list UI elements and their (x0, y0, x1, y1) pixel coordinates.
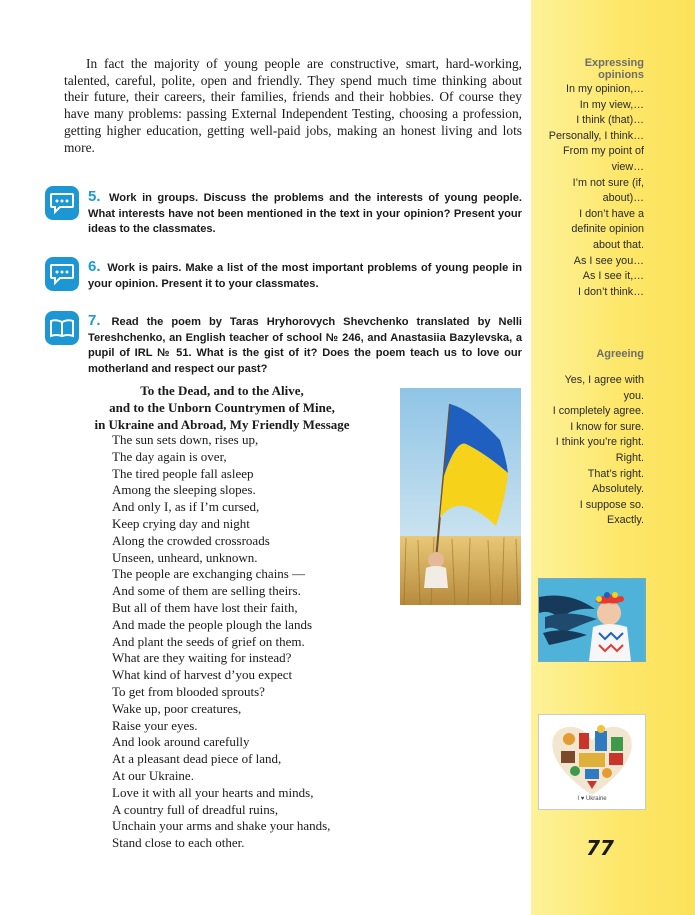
poem-line: Among the sleeping slopes. (112, 482, 256, 498)
intro-paragraph: In fact the majority of young people are constructive, smart, hard-working, talented, careful, polite, open and friendly. They spend much time thinking about their future, their careers, their families, friends and their hobbies. Of course they have many problems: passing External Independent Testing, choosing a profession, getting higher education, getting well-paid jobs, making an honest living and lots more. (64, 56, 522, 155)
expressing-opinion-phrase: I’m not sure (if, (572, 176, 644, 189)
poem-line: And made the people plough the lands (112, 616, 313, 632)
task-text: Work is pairs. Make a list of the most important problems of young people in your opinion. Present it to your classmates. (88, 262, 522, 290)
expressing-opinion-phrase: In my view,… (579, 98, 644, 111)
expressing-opinion-phrase: I don’t think… (577, 285, 644, 298)
expressing-opinion-phrase: I think (that)… (576, 114, 644, 127)
task-number: 6. (88, 258, 101, 275)
agreeing-list (536, 373, 644, 529)
poem-line: And only I, as if I’m cursed, (112, 499, 260, 515)
poem-line: Keep crying day and night (112, 515, 250, 531)
expressing-opinions-list (536, 82, 644, 300)
poem-line: Love it with all your hearts and minds, (112, 784, 314, 800)
agreeing-phrase: I suppose so. (579, 498, 644, 511)
task-number: 7. (88, 312, 101, 329)
task-number: 5. (88, 188, 101, 205)
poem-title-line: in Ukraine and Abroad, My Friendly Message (94, 417, 350, 432)
agreeing-phrase: Exactly. (607, 514, 644, 527)
poem-line: Stand close to each other. (112, 835, 245, 851)
expressing-opinion-phrase: Personally, I think… (548, 129, 644, 142)
poem-line: What kind of harvest d’you expect (112, 667, 293, 683)
flag-wheat-field-photo (400, 388, 521, 605)
heart-caption: I ♥ Ukraine (577, 796, 607, 802)
expressing-opinion-phrase: view… (611, 160, 644, 173)
speech-bubble-icon (45, 186, 79, 220)
expressing-opinion-phrase: From my point of (563, 145, 644, 158)
agreeing-heading: Agreeing (596, 348, 644, 360)
poem-line: At a pleasant dead piece of land, (112, 751, 282, 767)
open-book-icon (45, 311, 79, 345)
page-number: 77 (586, 836, 614, 860)
poem-line: And some of them are selling theirs. (112, 583, 301, 599)
poem-line: Wake up, poor creatures, (112, 700, 242, 716)
poem-line: Unchain your arms and shake your hands, (112, 818, 331, 834)
agreeing-phrase: I think you’re right. (555, 436, 644, 449)
poem-title-line: To the Dead, and to the Alive, (140, 383, 304, 398)
speech-bubble-icon (45, 257, 79, 291)
poem-title-line: and to the Unborn Countrymen of Mine, (109, 400, 335, 415)
expressing-opinion-phrase: definite opinion (571, 223, 644, 236)
agreeing-phrase: I completely agree. (552, 405, 644, 418)
heart-ukraine-illustration (538, 714, 646, 810)
expressing-opinion-phrase: As I see you… (573, 254, 644, 267)
poem-line: The people are exchanging chains — (112, 566, 306, 582)
agreeing-phrase: Yes, I agree with (564, 374, 644, 386)
agreeing-phrase: That’s right. (587, 467, 644, 480)
expressing-opinion-phrase: about that. (592, 238, 644, 251)
expressing-opinion-phrase: I don’t have a (579, 207, 644, 220)
agreeing-phrase: Absolutely. (591, 483, 644, 496)
agreeing-phrase: you. (623, 389, 644, 402)
expressing-opinions-heading: Expressing opinions (584, 57, 644, 81)
poem-line: Raise your eyes. (112, 717, 198, 733)
task-6 (88, 259, 522, 292)
poem-line: The tired people fall asleep (112, 465, 254, 481)
poem-body (112, 432, 330, 852)
task-text: Read the poem by Taras Hryhorovych Shevchenko translated by Nelli Tereshchenko, an English teacher of school № 246, and Anastasiia Bazylevska, a pupil of IRL № 51. What is the gist of it? Does the poem teach us to love our motherland and respect our past? (88, 316, 522, 375)
expressing-opinion-phrase: about)… (602, 192, 644, 205)
poem-line: A country full of dreadful ruins, (112, 801, 279, 817)
poem-line: Unseen, unheard, unknown. (112, 549, 258, 565)
expressing-opinion-phrase: As I see it,… (582, 270, 644, 283)
poem-title (64, 382, 380, 433)
agreeing-phrase: I know for sure. (570, 420, 644, 433)
poem-line: What are they waiting for instead? (112, 650, 292, 666)
expressing-opinion-phrase: In my opinion,… (565, 83, 644, 95)
poem-line: The sun sets down, rises up, (112, 432, 259, 447)
poem-line: The day again is over, (112, 448, 227, 464)
poem-line: At our Ukraine. (112, 767, 194, 783)
poem-line: And look around carefully (112, 734, 250, 750)
poem-line: But all of them have lost their faith, (112, 599, 298, 615)
task-text: Work in groups. Discuss the problems and the interests of young people. What interests have not been mentioned in the text in your opinion? Present your ideas to the classmates. (88, 192, 522, 235)
task-5 (88, 189, 522, 238)
poem-line: And plant the seeds of grief on them. (112, 633, 305, 649)
poem-line: To get from blooded sprouts? (112, 683, 265, 699)
poem-line: Along the crowded crossroads (112, 532, 270, 548)
agreeing-phrase: Right. (615, 451, 644, 464)
ukrainian-girl-illustration (538, 578, 646, 662)
task-7 (88, 313, 522, 377)
